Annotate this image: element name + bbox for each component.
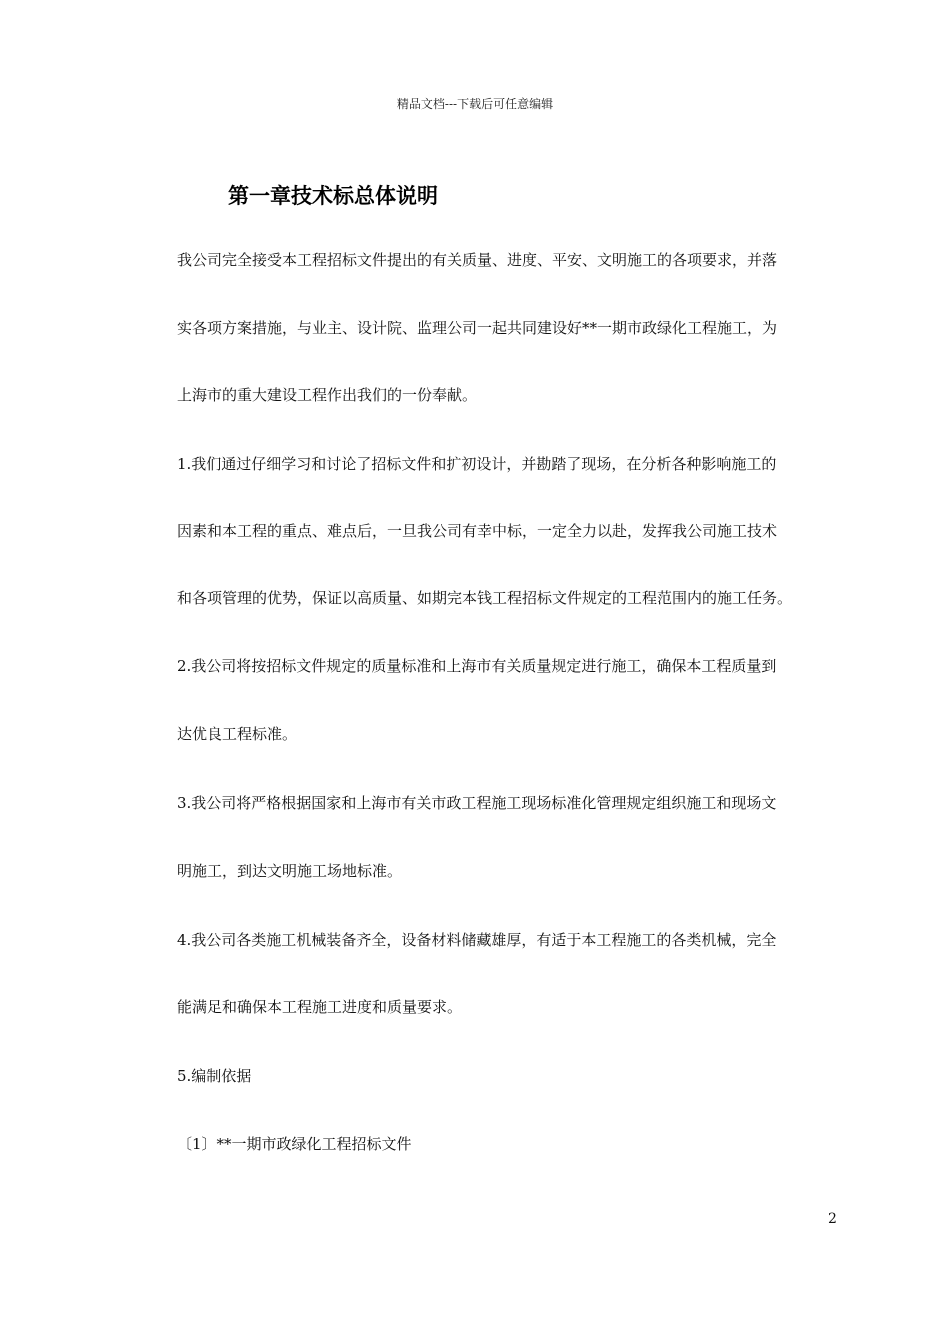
chapter-title: 第一章技术标总体说明 — [228, 184, 438, 208]
body-line: 因素和本工程的重点、难点后，一旦我公司有幸中标，一定全力以赴，发挥我公司施工技术 — [177, 522, 778, 540]
list-item: 〔1〕**一期市政绿化工程招标文件 — [177, 1135, 412, 1153]
body-line: 达优良工程标准。 — [177, 725, 298, 743]
body-line: 能满足和确保本工程施工进度和质量要求。 — [177, 998, 463, 1016]
section-heading: 5.编制依据 — [177, 1067, 252, 1085]
body-line: 明施工，到达文明施工场地标准。 — [177, 862, 403, 880]
body-line: 实各项方案措施，与业主、设计院、监理公司一起共同建设好**一期市政绿化工程施工，为 — [177, 319, 778, 337]
body-line: 3.我公司将严格根据国家和上海市有关市政工程施工现场标准化管理规定组织施工和现场文 — [177, 794, 777, 812]
body-line: 我公司完全接受本工程招标文件提出的有关质量、进度、平安、文明施工的各项要求，并落 — [177, 251, 778, 269]
body-line: 上海市的重大建设工程作出我们的一份奉献。 — [177, 386, 478, 404]
body-line: 4.我公司各类施工机械装备齐全，设备材料储藏雄厚，有适于本工程施工的各类机械，完全 — [177, 931, 777, 949]
page-number: 2 — [828, 1211, 837, 1227]
page-header: 精品文档---下载后可任意编辑 — [396, 97, 554, 111]
body-line: 和各项管理的优势，保证以高质量、如期完本钱工程招标文件规定的工程范围内的施工任务。 — [177, 589, 793, 607]
body-line: 2.我公司将按招标文件规定的质量标准和上海市有关质量规定进行施工，确保本工程质量到 — [177, 657, 777, 675]
body-line: 1.我们通过仔细学习和讨论了招标文件和扩初设计，并勘踏了现场，在分析各种影响施工的 — [177, 455, 777, 473]
